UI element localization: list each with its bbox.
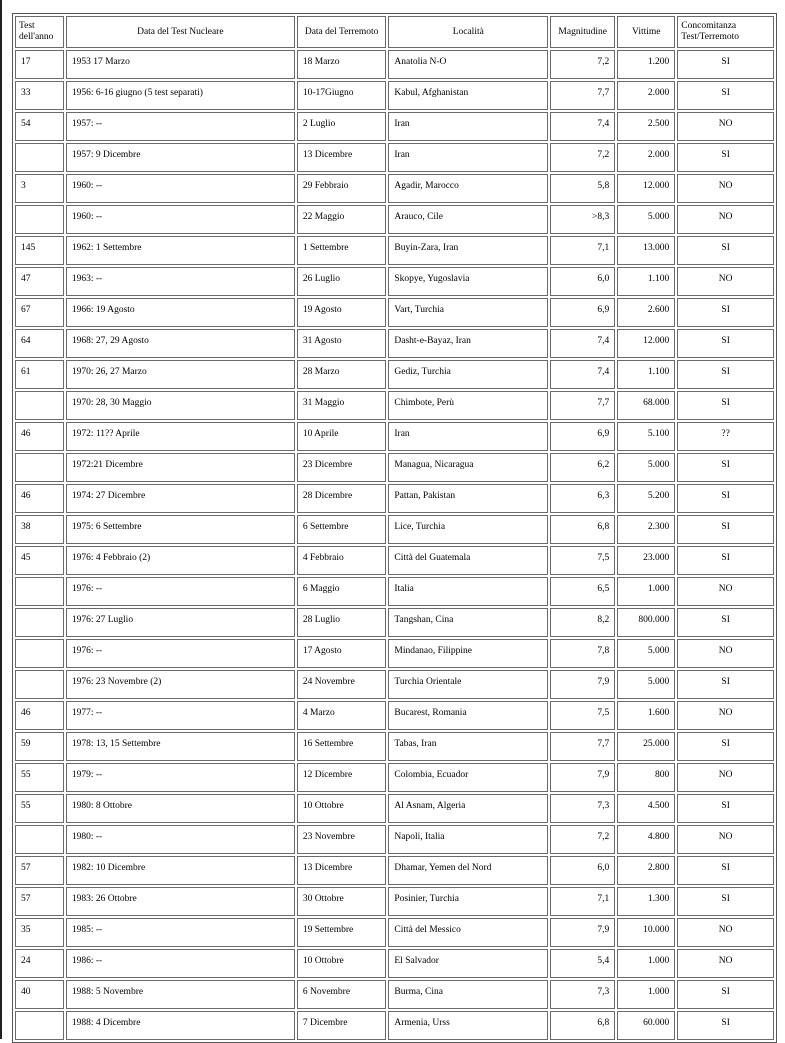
cell-data-terremoto: 23 Dicembre [297,453,387,482]
cell-magnitudine: 6,8 [550,1011,615,1040]
cell-vittime: 1.000 [617,577,675,606]
cell-test-anno: 40 [15,980,64,1009]
cell-localita: Bucarest, Romania [388,701,548,730]
cell-data-terremoto: 10 Aprile [297,422,387,451]
table-row [15,81,774,110]
cell-localita: Gediz, Turchia [388,360,548,389]
cell-magnitudine: 7,1 [550,887,615,916]
cell-concomitanza: NO [677,918,774,947]
cell-vittime: 5.200 [617,484,675,513]
cell-magnitudine: 7,9 [550,670,615,699]
cell-test-anno: 67 [15,298,64,327]
cell-vittime: 2.600 [617,298,675,327]
cell-data-test: 1980: 8 Ottobre [66,794,295,823]
cell-test-anno: 46 [15,422,64,451]
table-row [15,50,774,79]
cell-data-test: 1972:21 Dicembre [66,453,295,482]
cell-localita: Vart, Turchia [388,298,548,327]
cell-magnitudine: 6,0 [550,856,615,885]
cell-magnitudine: 7,2 [550,825,615,854]
cell-vittime: 4.800 [617,825,675,854]
cell-test-anno: 35 [15,918,64,947]
cell-data-terremoto: 4 Febbraio [297,546,387,575]
cell-localita: Italia [388,577,548,606]
cell-data-terremoto: 2 Luglio [297,112,387,141]
cell-vittime: 4.500 [617,794,675,823]
cell-localita: Skopye, Yugoslavia [388,267,548,296]
cell-localita: Managua, Nicaragua [388,453,548,482]
cell-concomitanza: NO [677,701,774,730]
table-row [15,422,774,451]
cell-vittime: 1.000 [617,949,675,978]
cell-data-terremoto: 26 Luglio [297,267,387,296]
cell-test-anno [15,143,64,172]
cell-vittime: 5.100 [617,422,675,451]
cell-data-terremoto: 10 Ottobre [297,949,387,978]
cell-data-test: 1977: -- [66,701,295,730]
table-row [15,546,774,575]
table-row [15,701,774,730]
cell-magnitudine: 7,3 [550,980,615,1009]
cell-vittime: 1.100 [617,360,675,389]
cell-test-anno: 145 [15,236,64,265]
cell-data-test: 1956: 6-16 giugno (5 test separati) [66,81,295,110]
table-row [15,236,774,265]
cell-magnitudine: 5,8 [550,174,615,203]
cell-data-terremoto: 29 Febbraio [297,174,387,203]
cell-magnitudine: 7,7 [550,732,615,761]
cell-vittime: 13.000 [617,236,675,265]
cell-localita: Dasht-e-Bayaz, Iran [388,329,548,358]
cell-test-anno [15,639,64,668]
cell-magnitudine: 7,4 [550,112,615,141]
cell-data-test: 1976: 4 Febbraio (2) [66,546,295,575]
header-localita: Località [388,16,548,48]
cell-data-test: 1970: 28, 30 Maggio [66,391,295,420]
cell-test-anno [15,825,64,854]
cell-magnitudine: 6,5 [550,577,615,606]
table-row [15,329,774,358]
table-row [15,608,774,637]
table-body [15,50,774,1040]
cell-test-anno [15,1011,64,1040]
table-row [15,825,774,854]
table-row [15,887,774,916]
table-row [15,577,774,606]
header-test-anno: Test dell'anno [15,16,64,48]
cell-concomitanza: SI [677,980,774,1009]
cell-data-test: 1975: 6 Settembre [66,515,295,544]
cell-concomitanza: NO [677,174,774,203]
cell-magnitudine: 7,9 [550,918,615,947]
cell-concomitanza: SI [677,81,774,110]
cell-data-terremoto: 7 Dicembre [297,1011,387,1040]
header-concomitanza: Concomitanza Test/Terremoto [677,16,774,48]
document-page [2,0,783,1039]
cell-data-terremoto: 28 Luglio [297,608,387,637]
cell-test-anno [15,577,64,606]
cell-data-test: 1962: 1 Settembre [66,236,295,265]
cell-data-terremoto: 24 Novembre [297,670,387,699]
cell-vittime: 1.200 [617,50,675,79]
cell-data-terremoto: 30 Ottobre [297,887,387,916]
cell-data-test: 1972: 11?? Aprile [66,422,295,451]
cell-test-anno [15,670,64,699]
cell-magnitudine: 8,2 [550,608,615,637]
cell-concomitanza: NO [677,112,774,141]
cell-magnitudine: 7,1 [550,236,615,265]
cell-data-test: 1974: 27 Dicembre [66,484,295,513]
cell-test-anno: 47 [15,267,64,296]
cell-vittime: 2.500 [617,112,675,141]
cell-localita: Dhamar, Yemen del Nord [388,856,548,885]
cell-concomitanza: ?? [677,422,774,451]
cell-data-terremoto: 13 Dicembre [297,143,387,172]
cell-magnitudine: 7,3 [550,794,615,823]
cell-data-test: 1966: 19 Agosto [66,298,295,327]
cell-data-test: 1968: 27, 29 Agosto [66,329,295,358]
cell-concomitanza: SI [677,670,774,699]
cell-magnitudine: 7,7 [550,391,615,420]
cell-magnitudine: 6,2 [550,453,615,482]
cell-magnitudine: 7,2 [550,143,615,172]
cell-vittime: 23.000 [617,546,675,575]
cell-concomitanza: SI [677,298,774,327]
table-row [15,918,774,947]
cell-localita: Burma, Cina [388,980,548,1009]
cell-data-terremoto: 6 Maggio [297,577,387,606]
cell-concomitanza: SI [677,794,774,823]
cell-vittime: 5.000 [617,205,675,234]
table-row [15,949,774,978]
table-header-row [15,16,774,48]
cell-vittime: 800.000 [617,608,675,637]
cell-localita: Iran [388,143,548,172]
cell-magnitudine: 6,9 [550,298,615,327]
cell-data-terremoto: 28 Dicembre [297,484,387,513]
cell-data-test: 1960: -- [66,205,295,234]
cell-data-test: 1988: 4 Dicembre [66,1011,295,1040]
cell-magnitudine: 6,8 [550,515,615,544]
cell-vittime: 5.000 [617,453,675,482]
cell-vittime: 1.600 [617,701,675,730]
cell-vittime: 10.000 [617,918,675,947]
cell-concomitanza: SI [677,329,774,358]
cell-test-anno [15,391,64,420]
cell-vittime: 60.000 [617,1011,675,1040]
cell-concomitanza: SI [677,453,774,482]
cell-concomitanza: NO [677,825,774,854]
cell-localita: Iran [388,422,548,451]
cell-magnitudine: 7,4 [550,360,615,389]
cell-localita: Iran [388,112,548,141]
cell-data-test: 1980: -- [66,825,295,854]
cell-data-terremoto: 18 Marzo [297,50,387,79]
cell-test-anno: 24 [15,949,64,978]
cell-concomitanza: SI [677,515,774,544]
cell-vittime: 2.300 [617,515,675,544]
cell-data-test: 1978: 13, 15 Settembre [66,732,295,761]
cell-data-terremoto: 23 Novembre [297,825,387,854]
cell-vittime: 2.000 [617,143,675,172]
cell-data-test: 1986: -- [66,949,295,978]
cell-data-terremoto: 13 Dicembre [297,856,387,885]
cell-localita: Lice, Turchia [388,515,548,544]
table-row [15,980,774,1009]
cell-concomitanza: NO [677,763,774,792]
cell-magnitudine: >8,3 [550,205,615,234]
cell-test-anno: 33 [15,81,64,110]
cell-concomitanza: NO [677,949,774,978]
cell-data-terremoto: 31 Maggio [297,391,387,420]
cell-data-test: 1957: -- [66,112,295,141]
cell-data-terremoto: 6 Settembre [297,515,387,544]
cell-test-anno [15,608,64,637]
cell-localita: Tabas, Iran [388,732,548,761]
cell-magnitudine: 7,5 [550,546,615,575]
cell-data-test: 1983: 26 Ottobre [66,887,295,916]
cell-test-anno [15,205,64,234]
cell-magnitudine: 7,7 [550,81,615,110]
cell-magnitudine: 5,4 [550,949,615,978]
cell-concomitanza: NO [677,577,774,606]
cell-data-test: 1970: 26, 27 Marzo [66,360,295,389]
cell-concomitanza: SI [677,546,774,575]
cell-localita: El Salvador [388,949,548,978]
cell-data-terremoto: 10 Ottobre [297,794,387,823]
cell-vittime: 800 [617,763,675,792]
cell-localita: Agadir, Marocco [388,174,548,203]
table-row [15,856,774,885]
cell-data-terremoto: 16 Settembre [297,732,387,761]
cell-data-test: 1976: 23 Novembre (2) [66,670,295,699]
cell-data-terremoto: 1 Settembre [297,236,387,265]
table-row [15,794,774,823]
cell-magnitudine: 7,8 [550,639,615,668]
cell-data-test: 1976: -- [66,577,295,606]
cell-concomitanza: SI [677,391,774,420]
cell-data-test: 1953 17 Marzo [66,50,295,79]
table-row [15,732,774,761]
cell-test-anno: 57 [15,856,64,885]
cell-magnitudine: 6,9 [550,422,615,451]
table-row [15,267,774,296]
table-row [15,205,774,234]
cell-concomitanza: NO [677,205,774,234]
cell-data-test: 1982: 10 Dicembre [66,856,295,885]
header-vittime: Vittime [617,16,675,48]
cell-vittime: 1.100 [617,267,675,296]
cell-data-terremoto: 22 Maggio [297,205,387,234]
cell-data-terremoto: 31 Agosto [297,329,387,358]
cell-localita: Arauco, Cile [388,205,548,234]
cell-concomitanza: SI [677,360,774,389]
cell-data-test: 1963: -- [66,267,295,296]
cell-concomitanza: SI [677,236,774,265]
header-magnitudine: Magnitudine [550,16,615,48]
cell-concomitanza: SI [677,50,774,79]
header-data-test: Data del Test Nucleare [66,16,295,48]
cell-localita: Mindanao, Filippine [388,639,548,668]
cell-magnitudine: 7,9 [550,763,615,792]
cell-vittime: 1.300 [617,887,675,916]
cell-localita: Anatolia N-O [388,50,548,79]
cell-data-test: 1976: -- [66,639,295,668]
cell-magnitudine: 7,4 [550,329,615,358]
cell-data-terremoto: 17 Agosto [297,639,387,668]
cell-test-anno: 45 [15,546,64,575]
cell-vittime: 12.000 [617,329,675,358]
cell-test-anno [15,453,64,482]
cell-data-terremoto: 4 Marzo [297,701,387,730]
cell-test-anno: 3 [15,174,64,203]
cell-concomitanza: SI [677,1011,774,1040]
cell-concomitanza: NO [677,267,774,296]
table-row [15,484,774,513]
cell-data-terremoto: 28 Marzo [297,360,387,389]
cell-concomitanza: SI [677,484,774,513]
cell-test-anno: 59 [15,732,64,761]
cell-magnitudine: 7,5 [550,701,615,730]
cell-magnitudine: 6,0 [550,267,615,296]
cell-test-anno: 64 [15,329,64,358]
cell-localita: Kabul, Afghanistan [388,81,548,110]
cell-concomitanza: SI [677,887,774,916]
cell-concomitanza: SI [677,732,774,761]
cell-vittime: 68.000 [617,391,675,420]
table-row [15,453,774,482]
cell-test-anno: 38 [15,515,64,544]
cell-localita: Posinier, Turchia [388,887,548,916]
cell-localita: Città del Messico [388,918,548,947]
table-row [15,1011,774,1040]
cell-localita: Armenia, Urss [388,1011,548,1040]
cell-vittime: 2.000 [617,81,675,110]
cell-data-terremoto: 19 Agosto [297,298,387,327]
cell-data-terremoto: 6 Novembre [297,980,387,1009]
table-row [15,298,774,327]
cell-data-terremoto: 10-17Giugno [297,81,387,110]
cell-localita: Buyin-Zara, Iran [388,236,548,265]
cell-concomitanza: SI [677,856,774,885]
cell-localita: Colombia, Ecuador [388,763,548,792]
cell-test-anno: 57 [15,887,64,916]
cell-vittime: 1.000 [617,980,675,1009]
cell-vittime: 2.800 [617,856,675,885]
cell-test-anno: 55 [15,763,64,792]
cell-data-test: 1960: -- [66,174,295,203]
cell-test-anno: 61 [15,360,64,389]
cell-data-test: 1976: 27 Luglio [66,608,295,637]
cell-concomitanza: SI [677,608,774,637]
cell-test-anno: 17 [15,50,64,79]
table-row [15,143,774,172]
cell-localita: Città del Guatemala [388,546,548,575]
table-row [15,515,774,544]
cell-data-test: 1979: -- [66,763,295,792]
cell-test-anno: 55 [15,794,64,823]
cell-data-test: 1957: 9 Dicembre [66,143,295,172]
cell-magnitudine: 7,2 [550,50,615,79]
cell-localita: Al Asnam, Algeria [388,794,548,823]
table-row [15,639,774,668]
cell-localita: Chimbote, Perù [388,391,548,420]
table-row [15,670,774,699]
cell-concomitanza: SI [677,143,774,172]
cell-data-test: 1985: -- [66,918,295,947]
table-row [15,391,774,420]
table-row [15,360,774,389]
table-row [15,112,774,141]
cell-data-test: 1988: 5 Novembre [66,980,295,1009]
header-data-terremoto: Data del Terremoto [297,16,387,48]
cell-magnitudine: 6,3 [550,484,615,513]
cell-localita: Turchia Orientale [388,670,548,699]
cell-data-terremoto: 19 Settembre [297,918,387,947]
cell-localita: Napoli, Italia [388,825,548,854]
earthquake-table [12,13,777,1043]
cell-concomitanza: NO [677,639,774,668]
cell-vittime: 5.000 [617,639,675,668]
cell-test-anno: 54 [15,112,64,141]
table-row [15,174,774,203]
cell-vittime: 5.000 [617,670,675,699]
cell-test-anno: 46 [15,484,64,513]
cell-vittime: 25.000 [617,732,675,761]
table-row [15,763,774,792]
cell-test-anno: 46 [15,701,64,730]
cell-localita: Tangshan, Cina [388,608,548,637]
cell-data-terremoto: 12 Dicembre [297,763,387,792]
cell-localita: Pattan, Pakistan [388,484,548,513]
cell-vittime: 12.000 [617,174,675,203]
